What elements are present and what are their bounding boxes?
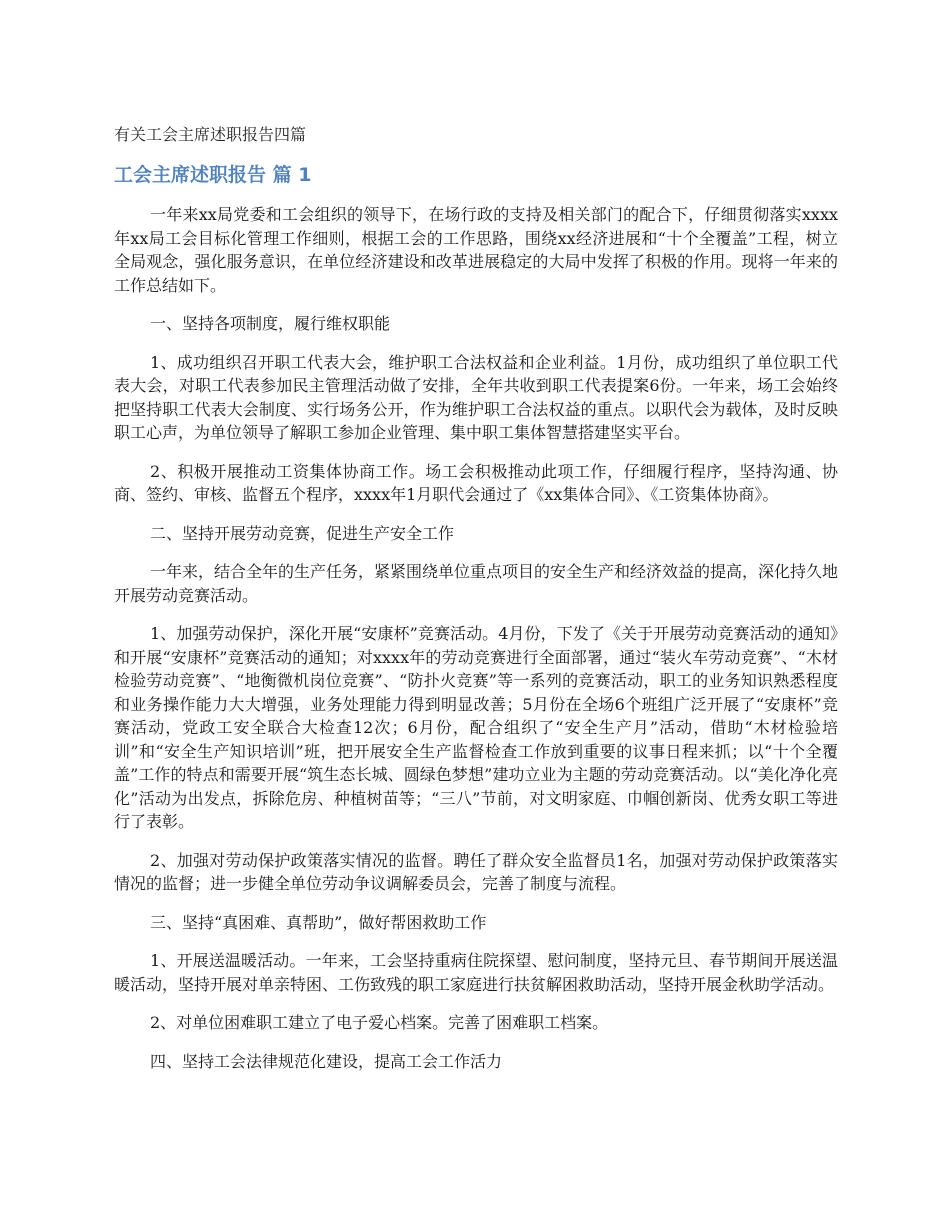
subheading-1: 一、坚持各项制度，履行维权职能 — [150, 314, 391, 333]
paragraph: 1、成功组织召开职工代表大会，维护职工合法权益和企业利益。1月份，成功组织了单位职工代表大会，对职工代表参加民主管理活动做了安排，全年共收到职工代表提案6份。一年来，场工会始终把坚持职工代表大会制度、实行场务公开，作为维护职工合法权益的重点。以职代会为载体，及时反映职工心声，为单位领导了解职工参加企业管理、集中职工集体智慧搭建坚实平台。 — [114, 352, 838, 442]
subheading-4: 四、坚持工会法律规范化建设，提高工会工作活力 — [150, 1051, 503, 1071]
paragraph: 一年来，结合全年的生产任务，紧紧围绕单位重点项目的安全生产和经济效益的提高，深化持久地开展劳动竞赛活动。 — [114, 562, 839, 605]
section-heading: 工会主席述职报告 篇 1 — [114, 164, 312, 186]
document-title: 有关工会主席述职报告四篇 — [114, 125, 307, 144]
paragraph: 2、积极开展推动工资集体协商工作。场工会积极推动此项工作，仔细履行程序，坚持沟通、协商、签约、审核、监督五个程序，xxxx年1月职代会通过了《xx集体合同》、《工资集体协商》。 — [114, 461, 838, 504]
paragraph-intro: 一年来xx局党委和工会组织的领导下，在场行政的支持及相关部门的配合下，仔细贯彻落实xxxx年xx局工会目标化管理工作细则，根据工会的工作思路，围绕xx经济进展和“十个全覆盖”工程，树立全局观念，强化服务意识，在单位经济建设和改革进展稳定的大局中发挥了积极的作用。现将一年来的工作总结如下。 — [114, 205, 838, 295]
subheading-2: 二、坚持开展劳动竞赛，促进生产安全工作 — [150, 523, 455, 543]
paragraph: 1、加强劳动保护，深化开展“安康杯”竞赛活动。4月份，下发了《关于开展劳动竞赛活动的通知》和开展“安康杯”竞赛活动的通知；对xxxx年的劳动竞赛进行全面部署，通过“装火车劳动竞赛”、“木材检验劳动竞赛”、“地衡微机岗位竞赛”、“防扑火竞赛”等一系列的竞赛活动，职工的业务知识熟悉程度和业务操作能力大大增强，业务处理能力得到明显改善；5月份在全场6个班组广泛开展了“安康杯”竞赛活动，党政工安全联合大检查12次；6月份，配合组织了“安全生产月”活动，借助“木材检验培训”和“安全生产知识培训”班，把开展安全生产监督检查工作放到重要的议事日程来抓；以“十个全覆盖”工作的特点和需要开展“筑生态长城、圆绿色梦想”建功立业为主题的劳动竞赛活动。以“美化净化亮化”活动为出发点，拆除危房、种植树苗等；“三八”节前，对文明家庭、巾帼创新岗、优秀女职工等进行了表彰。 — [114, 624, 838, 831]
paragraph: 2、加强对劳动保护政策落实情况的监督。聘任了群众安全监督员1名，加强对劳动保护政策落实情况的监督；进一步健全单位劳动争议调解委员会，完善了制度与流程。 — [114, 850, 838, 893]
subheading-3: 三、坚持“真困难、真帮助”，做好帮困救助工作 — [150, 912, 487, 932]
paragraph: 2、对单位困难职工建立了电子爱心档案。完善了困难职工档案。 — [150, 1013, 609, 1032]
document-body — [114, 203, 838, 1088]
paragraph: 1、开展送温暖活动。一年来，工会坚持重病住院探望、慰问制度，坚持元旦、春节期间开展送温暖活动，坚持开展对单亲特困、工伤致残的职工家庭进行扶贫解困救助活动，坚持开展金秋助学活动。 — [114, 951, 838, 994]
